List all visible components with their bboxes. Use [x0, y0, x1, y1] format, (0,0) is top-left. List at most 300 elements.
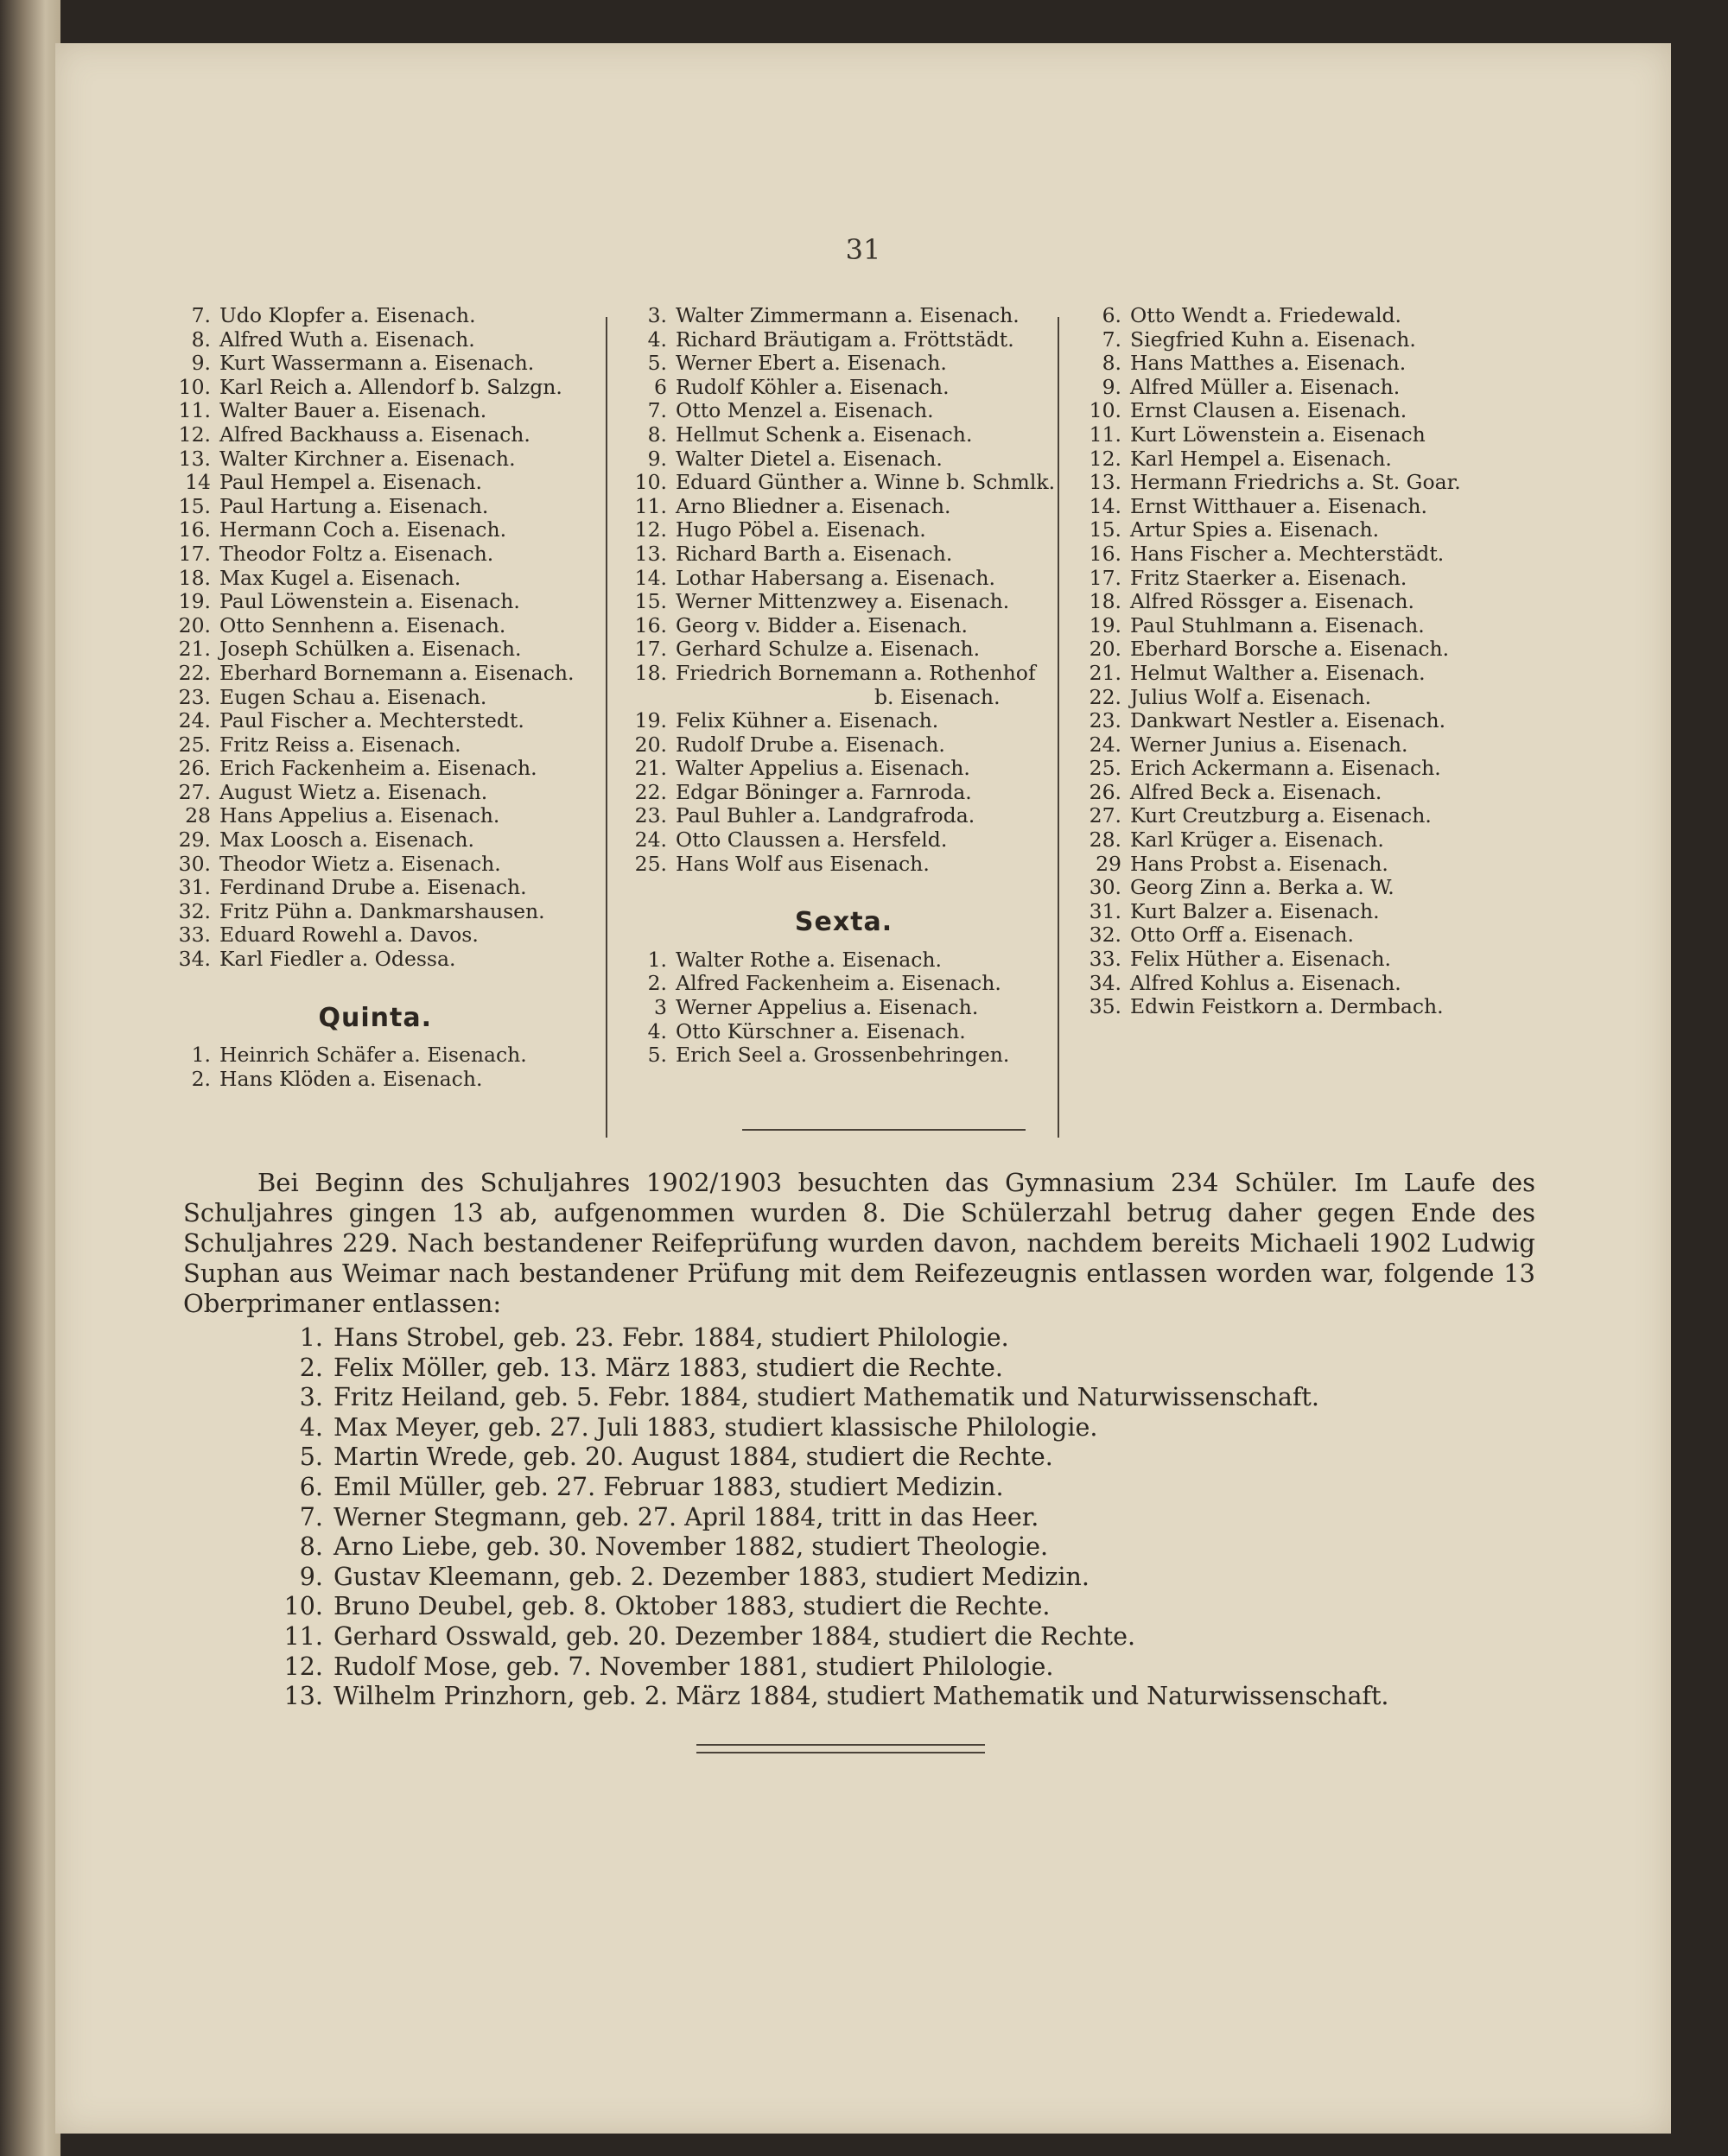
graduates-list — [280, 1323, 1389, 1712]
item-number: 25. — [634, 851, 667, 876]
item-text: Friedrich Bornemann a. Rothenhof — [676, 660, 1036, 685]
item-number: 23. — [1089, 708, 1121, 733]
item-text: Georg v. Bidder a. Eisenach. — [676, 612, 968, 637]
item-text: Ernst Clausen a. Eisenach. — [1130, 398, 1407, 423]
list-item — [632, 495, 1055, 519]
list-item — [632, 781, 1055, 805]
list-item — [632, 328, 1055, 352]
item-text: Heinrich Schäfer a. Eisenach. — [219, 1043, 527, 1068]
list-item — [1087, 900, 1461, 924]
list-item — [176, 328, 574, 352]
closing-double-rule — [696, 1744, 985, 1753]
item-number: 21. — [1089, 660, 1121, 685]
list-item — [1087, 948, 1461, 972]
item-text: Otto Orff a. Eisenach. — [1130, 923, 1354, 948]
item-text: Alfred Wuth a. Eisenach. — [219, 327, 475, 352]
item-text: Hans Strobel, geb. 23. Febr. 1884, studiert Philologie. — [334, 1323, 1009, 1352]
item-number: 13. — [1089, 470, 1121, 495]
item-number: 4. — [647, 327, 667, 352]
item-text: Fritz Reiss a. Eisenach. — [219, 732, 461, 757]
item-number: 26. — [1089, 779, 1121, 804]
list-item — [1087, 876, 1461, 900]
list-item — [1087, 399, 1461, 423]
document-page — [55, 43, 1671, 2134]
item-number: 4. — [647, 1018, 667, 1043]
list-item — [176, 948, 574, 972]
list-item — [176, 923, 574, 948]
item-text: Otto Claussen a. Hersfeld. — [676, 828, 948, 853]
item-number: 15. — [634, 589, 667, 614]
item-text: Eugen Schau a. Eisenach. — [219, 684, 487, 709]
item-number: 18. — [634, 660, 667, 685]
item-text: Erich Seel a. Grossenbehringen. — [676, 1043, 1010, 1068]
list-item — [176, 518, 574, 542]
item-number: 3. — [299, 1383, 323, 1412]
item-text: Otto Kürschner a. Eisenach. — [676, 1018, 966, 1043]
item-number: 29 — [1096, 851, 1121, 876]
list-item — [176, 542, 574, 567]
book-spine-edge — [0, 0, 60, 2156]
list-column-1 — [176, 304, 574, 972]
item-text: Fritz Heiland, geb. 5. Febr. 1884, studiert Mathematik und Naturwissenschaft. — [334, 1383, 1319, 1412]
item-number: 1. — [647, 947, 667, 972]
item-number: 21. — [178, 637, 211, 662]
item-number: 5. — [299, 1443, 323, 1472]
list-item — [280, 1354, 1389, 1384]
list-item — [176, 567, 574, 591]
item-number: 14. — [634, 565, 667, 590]
item-text: Alfred Kohlus a. Eisenach. — [1130, 970, 1401, 995]
item-number: 7. — [299, 1502, 323, 1531]
item-number: 18. — [1089, 589, 1121, 614]
list-item — [176, 447, 574, 472]
item-text: Walter Kirchner a. Eisenach. — [219, 446, 516, 471]
item-number: 24. — [178, 708, 211, 733]
item-number: 32. — [1089, 923, 1121, 948]
list-item — [1087, 828, 1461, 853]
item-text: Ernst Witthauer a. Eisenach. — [1130, 493, 1428, 518]
list-item — [1087, 686, 1461, 710]
item-text: Alfred Beck a. Eisenach. — [1130, 779, 1382, 804]
summary-text: Bei Beginn des Schuljahres 1902/1903 besuchten das Gymnasium 234 Schüler. Im Laufe des Schuljahres gingen 13 ab, aufgenommen wurden 8. Die Schülerzahl betrug daher gegen Ende des Schuljahres 229. Nach bestandener Reifeprüfung wurden davon, nachdem bereits Michaeli 1902 Ludwig Suphan aus Weimar nach bestandener Prüfung mit dem Reifezeugnis entlassen worden war, folgende 13 Oberprimaner entlassen: — [183, 1168, 1535, 1318]
item-number: 35. — [1089, 994, 1121, 1019]
list-item — [176, 352, 574, 376]
item-text: Hans Appelius a. Eisenach. — [219, 803, 500, 828]
item-text: Otto Sennhenn a. Eisenach. — [219, 612, 506, 637]
item-number: 9. — [191, 351, 211, 376]
list-item — [176, 376, 574, 400]
item-text: Wilhelm Prinzhorn, geb. 2. März 1884, studiert Mathematik und Naturwissenschaft. — [334, 1682, 1389, 1711]
item-text: Alfred Fackenheim a. Eisenach. — [676, 971, 1001, 996]
item-number: 27. — [178, 779, 211, 804]
list-item — [1087, 567, 1461, 591]
item-number: 6. — [1102, 303, 1121, 327]
item-number: 8. — [299, 1532, 323, 1562]
list-item — [1087, 352, 1461, 376]
list-item — [176, 781, 574, 805]
list-item — [632, 352, 1055, 376]
list-item — [632, 686, 1055, 710]
list-item — [176, 662, 574, 686]
item-text: Erich Ackermann a. Eisenach. — [1130, 756, 1441, 781]
item-text: Werner Appelius a. Eisenach. — [676, 995, 979, 1020]
item-number: 9. — [1102, 374, 1121, 399]
item-text: Alfred Müller a. Eisenach. — [1130, 374, 1401, 399]
item-text: Rudolf Drube a. Eisenach. — [676, 732, 945, 757]
list-item — [280, 1383, 1389, 1413]
item-text: Theodor Foltz a. Eisenach. — [219, 541, 494, 566]
item-text: Hugo Pöbel a. Eisenach. — [676, 517, 926, 542]
list-item — [176, 1043, 574, 1068]
list-item — [176, 590, 574, 614]
item-text: Werner Stegmann, geb. 27. April 1884, tritt in das Heer. — [334, 1502, 1039, 1531]
item-number: 19. — [634, 708, 667, 733]
item-number: 2. — [647, 971, 667, 996]
column-divider-right — [1058, 317, 1059, 1138]
item-text: Martin Wrede, geb. 20. August 1884, studiert die Rechte. — [334, 1443, 1053, 1472]
list-item — [632, 447, 1055, 472]
column-divider-left — [606, 317, 607, 1138]
list-item — [632, 1043, 1055, 1068]
item-number: 13. — [178, 446, 211, 471]
list-item — [632, 1020, 1055, 1044]
item-number: 28. — [1089, 828, 1121, 853]
item-number: 11. — [178, 398, 211, 423]
item-text: Hermann Friedrichs a. St. Goar. — [1130, 470, 1461, 495]
item-number: 18. — [178, 565, 211, 590]
list-item — [1087, 328, 1461, 352]
list-item — [632, 376, 1055, 400]
item-text: Fritz Pühn a. Dankmarshausen. — [219, 898, 545, 923]
list-item — [280, 1532, 1389, 1563]
list-sexta — [632, 948, 1055, 1068]
item-text: Walter Zimmermann a. Eisenach. — [676, 303, 1020, 327]
item-text: Arno Liebe, geb. 30. November 1882, studiert Theologie. — [334, 1532, 1049, 1562]
item-text: Hans Fischer a. Mechterstädt. — [1130, 541, 1445, 566]
section-heading-sexta: Sexta. — [794, 907, 893, 938]
item-number: 34. — [178, 947, 211, 972]
item-text: b. Eisenach. — [874, 684, 1001, 709]
item-number: 12. — [178, 422, 211, 447]
item-number: 5. — [647, 351, 667, 376]
list-item — [632, 542, 1055, 567]
list-item — [176, 828, 574, 853]
list-item — [280, 1652, 1389, 1683]
list-item — [1087, 495, 1461, 519]
item-number: 7. — [1102, 327, 1121, 352]
item-text: Artur Spies a. Eisenach. — [1130, 517, 1380, 542]
item-text: Eduard Günther a. Winne b. Schmlk. — [676, 470, 1056, 495]
list-item — [280, 1443, 1389, 1473]
list-item — [176, 614, 574, 638]
list-item — [280, 1473, 1389, 1503]
item-number: 22. — [634, 779, 667, 804]
list-item — [1087, 804, 1461, 828]
item-number: 28 — [185, 803, 211, 828]
item-text: Lothar Habersang a. Eisenach. — [676, 565, 995, 590]
list-item — [280, 1622, 1389, 1652]
list-item — [1087, 423, 1461, 447]
item-number: 1. — [299, 1323, 323, 1352]
item-text: Dankwart Nestler a. Eisenach. — [1130, 708, 1446, 733]
item-number: 6 — [654, 374, 667, 399]
item-text: Paul Fischer a. Mechterstedt. — [219, 708, 524, 733]
item-number: 7. — [191, 303, 211, 327]
item-number: 9. — [299, 1562, 323, 1591]
item-text: Edgar Böninger a. Farnroda. — [676, 779, 972, 804]
list-item — [632, 518, 1055, 542]
list-item — [1087, 757, 1461, 781]
item-text: Eberhard Bornemann a. Eisenach. — [219, 660, 575, 685]
list-item — [280, 1592, 1389, 1622]
item-text: Paul Löwenstein a. Eisenach. — [219, 589, 520, 614]
item-text: Felix Kühner a. Eisenach. — [676, 708, 939, 733]
item-number: 17. — [634, 637, 667, 662]
list-item — [1087, 853, 1461, 877]
item-text: Karl Reich a. Allendorf b. Salzgn. — [219, 374, 562, 399]
item-number: 24. — [634, 828, 667, 853]
item-number: 33. — [178, 923, 211, 948]
item-number: 15. — [178, 493, 211, 518]
list-item — [632, 471, 1055, 495]
item-number: 20. — [1089, 637, 1121, 662]
item-number: 12. — [283, 1652, 323, 1681]
item-number: 4. — [299, 1412, 323, 1442]
list-item — [1087, 471, 1461, 495]
item-number: 2. — [191, 1066, 211, 1091]
list-item — [632, 304, 1055, 328]
item-text: Paul Buhler a. Landgrafroda. — [676, 803, 975, 828]
list-item — [632, 972, 1055, 996]
item-text: Walter Bauer a. Eisenach. — [219, 398, 487, 423]
item-text: Gerhard Schulze a. Eisenach. — [676, 637, 981, 662]
item-number: 17. — [178, 541, 211, 566]
item-number: 15. — [1089, 517, 1121, 542]
item-number: 8. — [1102, 351, 1121, 376]
list-item — [1087, 781, 1461, 805]
item-text: August Wietz a. Eisenach. — [219, 779, 488, 804]
item-text: Kurt Creutzburg a. Eisenach. — [1130, 803, 1432, 828]
item-text: Max Meyer, geb. 27. Juli 1883, studiert klassische Philologie. — [334, 1412, 1098, 1442]
item-text: Erich Fackenheim a. Eisenach. — [219, 756, 537, 781]
item-number: 19. — [178, 589, 211, 614]
item-text: Werner Junius a. Eisenach. — [1130, 732, 1408, 757]
item-text: Werner Ebert a. Eisenach. — [676, 351, 947, 376]
item-text: Fritz Staerker a. Eisenach. — [1130, 565, 1407, 590]
column-3 — [1087, 304, 1461, 1019]
item-number: 10. — [1089, 398, 1121, 423]
item-text: Gerhard Osswald, geb. 20. Dezember 1884, studiert die Rechte. — [334, 1621, 1136, 1651]
item-text: Max Loosch a. Eisenach. — [219, 828, 475, 853]
item-number: 5. — [647, 1043, 667, 1068]
item-text: Eduard Rowehl a. Davos. — [219, 923, 479, 948]
list-item — [176, 876, 574, 900]
item-text: Emil Müller, geb. 27. Februar 1883, studiert Medizin. — [334, 1472, 1004, 1501]
item-text: Alfred Backhauss a. Eisenach. — [219, 422, 530, 447]
list-item — [1087, 637, 1461, 662]
list-item — [176, 471, 574, 495]
item-text: Werner Mittenzwey a. Eisenach. — [676, 589, 1010, 614]
item-text: Paul Stuhlmann a. Eisenach. — [1130, 612, 1425, 637]
list-column-2 — [632, 304, 1055, 876]
item-text: Siegfried Kuhn a. Eisenach. — [1130, 327, 1416, 352]
list-item — [632, 853, 1055, 877]
item-text: Kurt Löwenstein a. Eisenach — [1130, 422, 1426, 447]
column-1 — [176, 304, 574, 1091]
item-number: 10. — [283, 1592, 323, 1621]
list-item — [1087, 376, 1461, 400]
item-number: 21. — [634, 756, 667, 781]
list-item — [280, 1323, 1389, 1354]
item-text: Karl Hempel a. Eisenach. — [1130, 446, 1392, 471]
item-number: 31. — [178, 875, 211, 900]
item-number: 12. — [634, 517, 667, 542]
item-number: 9. — [647, 446, 667, 471]
list-item — [1087, 733, 1461, 758]
item-text: Hans Probst a. Eisenach. — [1130, 851, 1388, 876]
item-text: Edwin Feistkorn a. Dermbach. — [1130, 994, 1444, 1019]
item-text: Walter Dietel a. Eisenach. — [676, 446, 943, 471]
list-item — [1087, 614, 1461, 638]
item-number: 19. — [1089, 612, 1121, 637]
item-number: 13. — [283, 1682, 323, 1711]
list-item — [1087, 709, 1461, 733]
item-text: Max Kugel a. Eisenach. — [219, 565, 461, 590]
item-text: Paul Hartung a. Eisenach. — [219, 493, 489, 518]
item-text: Bruno Deubel, geb. 8. Oktober 1883, studiert die Rechte. — [334, 1592, 1051, 1621]
list-item — [632, 614, 1055, 638]
item-number: 14 — [185, 470, 211, 495]
item-number: 20. — [634, 732, 667, 757]
item-text: Joseph Schülken a. Eisenach. — [219, 637, 522, 662]
item-number: 16. — [634, 612, 667, 637]
list-item — [632, 757, 1055, 781]
list-item — [1087, 447, 1461, 472]
list-item — [176, 495, 574, 519]
item-number: 33. — [1089, 947, 1121, 972]
item-number: 26. — [178, 756, 211, 781]
item-text: Helmut Walther a. Eisenach. — [1130, 660, 1426, 685]
item-number: 31. — [1089, 898, 1121, 923]
item-number: 23. — [634, 803, 667, 828]
item-number: 23. — [178, 684, 211, 709]
item-text: Ferdinand Drube a. Eisenach. — [219, 875, 527, 900]
item-text: Julius Wolf a. Eisenach. — [1130, 684, 1372, 709]
section-heading-quinta: Quinta. — [318, 1002, 432, 1033]
item-text: Karl Krüger a. Eisenach. — [1130, 828, 1384, 853]
list-item — [176, 1068, 574, 1092]
list-item — [1087, 923, 1461, 948]
item-number — [632, 686, 874, 710]
item-text: Walter Appelius a. Eisenach. — [676, 756, 970, 781]
item-text: Kurt Balzer a. Eisenach. — [1130, 898, 1380, 923]
section-rule — [742, 1129, 1026, 1131]
column-2 — [632, 304, 1055, 1068]
list-item — [632, 662, 1055, 686]
item-text: Eberhard Borsche a. Eisenach. — [1130, 637, 1450, 662]
item-text: Felix Hüther a. Eisenach. — [1130, 947, 1392, 972]
item-text: Rudolf Mose, geb. 7. November 1881, studiert Philologie. — [334, 1652, 1054, 1681]
list-item — [176, 423, 574, 447]
item-text: Richard Barth a. Eisenach. — [676, 541, 953, 566]
item-text: Paul Hempel a. Eisenach. — [219, 470, 483, 495]
item-number: 7. — [647, 398, 667, 423]
item-text: Hans Klöden a. Eisenach. — [219, 1066, 483, 1091]
list-item — [632, 709, 1055, 733]
item-number: 10. — [634, 470, 667, 495]
item-number: 8. — [647, 422, 667, 447]
item-text: Udo Klopfer a. Eisenach. — [219, 303, 476, 327]
item-text: Hellmut Schenk a. Eisenach. — [676, 422, 973, 447]
item-text: Hermann Coch a. Eisenach. — [219, 517, 507, 542]
list-quinta — [176, 1043, 574, 1091]
item-number: 20. — [178, 612, 211, 637]
item-text: Alfred Rössger a. Eisenach. — [1130, 589, 1414, 614]
item-text: Felix Möller, geb. 13. März 1883, studiert die Rechte. — [334, 1353, 1003, 1382]
item-number: 3. — [647, 303, 667, 327]
item-number: 6. — [299, 1472, 323, 1501]
item-number: 2. — [299, 1353, 323, 1382]
list-column-3 — [1087, 304, 1461, 1019]
list-item — [280, 1503, 1389, 1533]
list-item — [632, 733, 1055, 758]
item-number: 25. — [1089, 756, 1121, 781]
item-text: Karl Fiedler a. Odessa. — [219, 947, 456, 972]
list-item — [1087, 304, 1461, 328]
list-item — [1087, 662, 1461, 686]
item-text: Georg Zinn a. Berka a. W. — [1130, 875, 1394, 900]
list-item — [632, 828, 1055, 853]
item-number: 11. — [283, 1621, 323, 1651]
item-text: Walter Rothe a. Eisenach. — [676, 947, 942, 972]
list-item — [176, 709, 574, 733]
item-number: 22. — [1089, 684, 1121, 709]
page-number: 31 — [845, 233, 881, 266]
item-number: 25. — [178, 732, 211, 757]
item-text: Hans Wolf aus Eisenach. — [676, 851, 930, 876]
item-number: 17. — [1089, 565, 1121, 590]
item-text: Richard Bräutigam a. Fröttstädt. — [676, 327, 1014, 352]
summary-paragraph — [183, 1168, 1535, 1319]
item-number: 16. — [178, 517, 211, 542]
list-item — [1087, 590, 1461, 614]
item-number: 11. — [1089, 422, 1121, 447]
list-item — [632, 590, 1055, 614]
item-text: Arno Bliedner a. Eisenach. — [676, 493, 951, 518]
item-number: 16. — [1089, 541, 1121, 566]
list-item — [632, 996, 1055, 1020]
item-number: 11. — [634, 493, 667, 518]
list-item — [176, 686, 574, 710]
item-number: 32. — [178, 898, 211, 923]
item-number: 30. — [1089, 875, 1121, 900]
list-item — [1087, 972, 1461, 996]
list-item — [632, 804, 1055, 828]
item-number: 14. — [1089, 493, 1121, 518]
list-item — [632, 423, 1055, 447]
list-item — [1087, 518, 1461, 542]
item-number: 1. — [191, 1043, 211, 1068]
list-item — [1087, 995, 1461, 1019]
item-number: 34. — [1089, 970, 1121, 995]
list-item — [632, 948, 1055, 973]
item-number: 22. — [178, 660, 211, 685]
list-item — [176, 804, 574, 828]
item-number: 27. — [1089, 803, 1121, 828]
item-number: 3 — [654, 995, 667, 1020]
list-item — [280, 1682, 1389, 1712]
list-item — [176, 637, 574, 662]
